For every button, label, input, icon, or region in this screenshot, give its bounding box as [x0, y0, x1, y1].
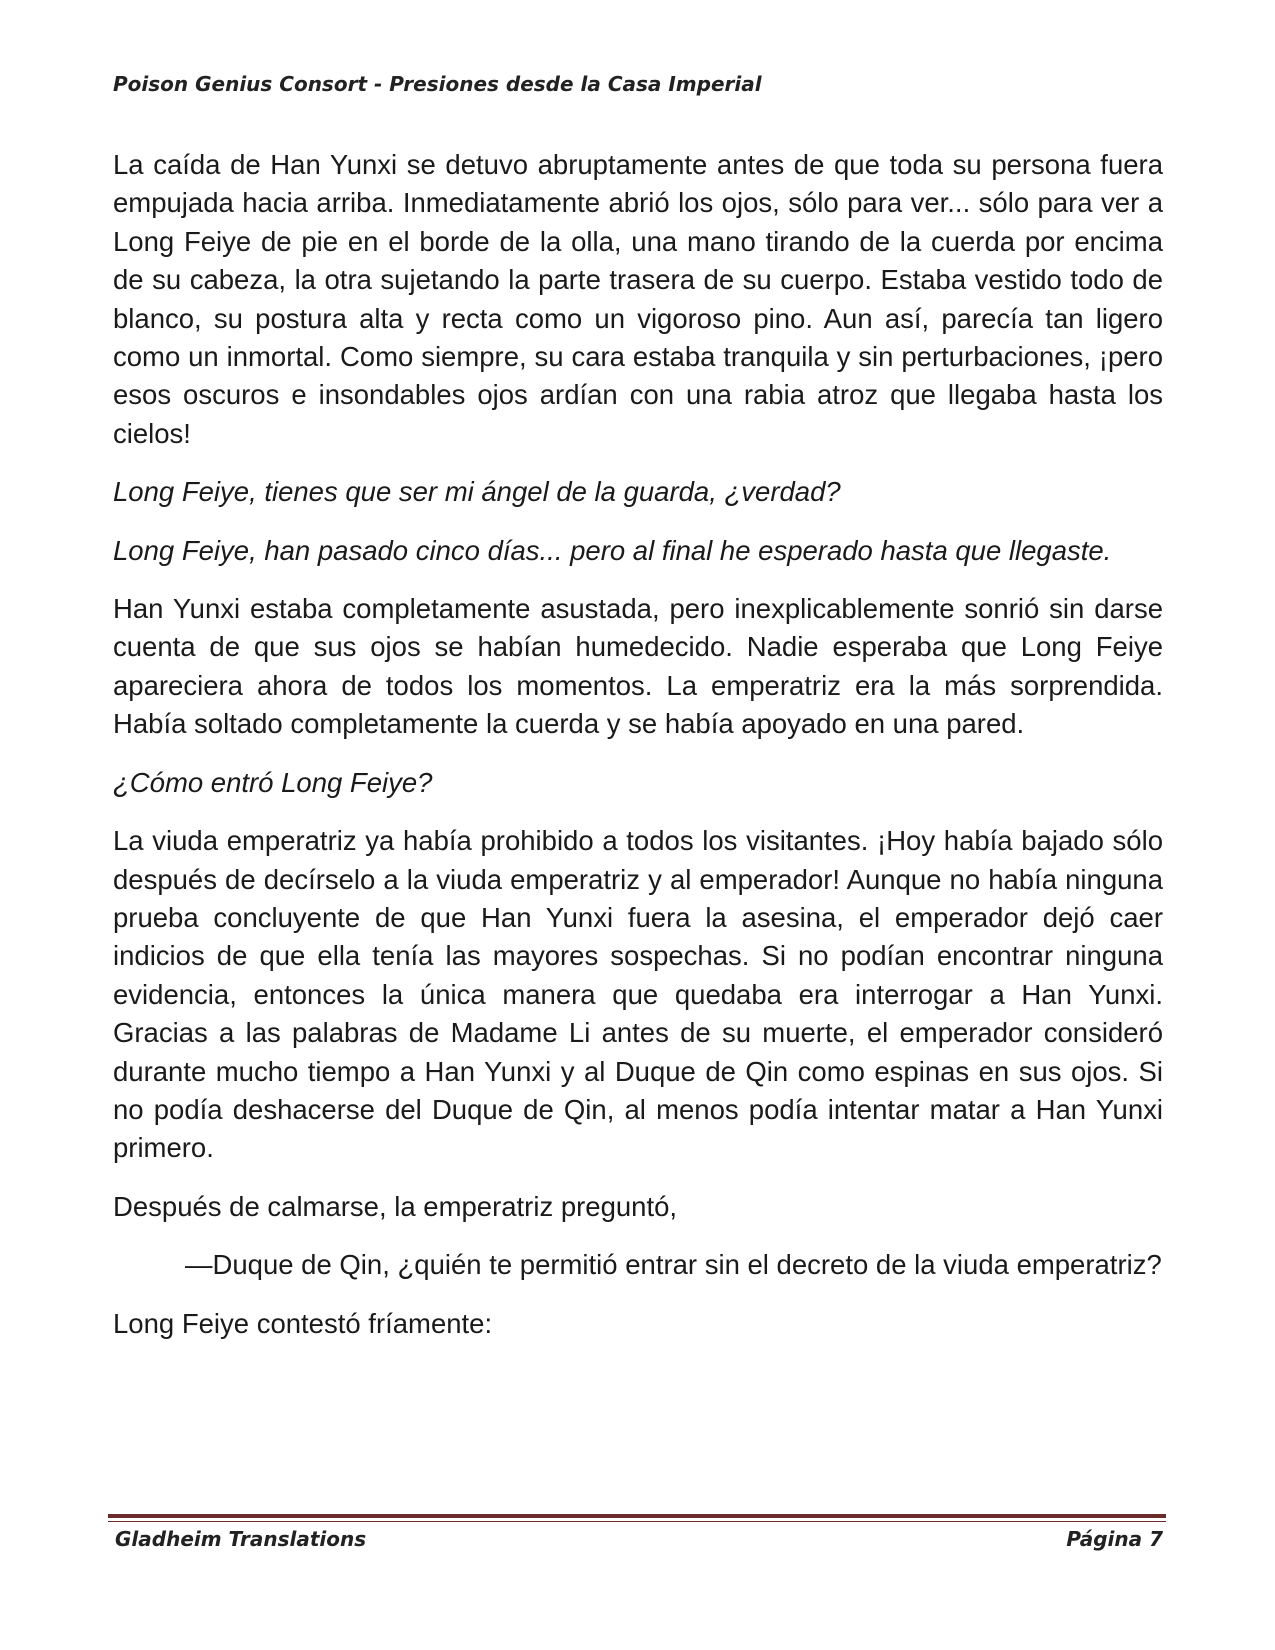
footer-divider-thick [108, 1514, 1166, 1518]
footer-divider-thin [108, 1521, 1166, 1522]
paragraph: La viuda emperatriz ya había prohibido a todos los visitantes. ¡Hoy había bajado sólo después de decírselo a la viuda emperatriz y al emperador! Aunque no había ninguna prueba concluyente de que Han Yunxi fuera la asesina, el emperador dejó caer indicios de que ella tenía las mayores sospechas. Si no podían encontrar ninguna evidencia, entonces la única manera que quedaba era interrogar a Han Yunxi. Gracias a las palabras de Madame Li antes de su muerte, el emperador consideró durante mucho tiempo a Han Yunxi y al Duque de Qin como espinas en sus ojos. Si no podía deshacerse del Duque de Qin, al menos podía intentar matar a Han Yunxi primero. [113, 825, 1163, 1164]
paragraph: Long Feiye contestó fríamente: [113, 1307, 493, 1339]
body-text [113, 146, 1163, 1363]
footer-translator: Gladheim Translations [115, 1527, 367, 1551]
paragraph: La caída de Han Yunxi se detuvo abruptamente antes de que toda su persona fuera empujada hacia arriba. Inmediatamente abrió los ojos, sólo para ver... sólo para ver a Long Feiye de pie en el borde de la olla, una mano tirando de la cuerda por encima de su cabeza, la otra sujetando la parte trasera de su cuerpo. Estaba vestido todo de blanco, su postura alta y recta como un vigoroso pino. Aun así, parecía tan ligero como un inmortal. Como siempre, su cara estaba tranquila y sin perturbaciones, ¡pero esos oscuros e insondables ojos ardían con una rabia atroz que llegaba hasta los cielos! [113, 149, 1163, 449]
paragraph: Han Yunxi estaba completamente asustada, pero inexplicablemente sonrió sin darse cuenta de que sus ojos se habían humedecido. Nadie esperaba que Long Feiye apareciera ahora de todos los momentos. La emperatriz era la más sorprendida. Había soltado completamente la cuerda y se había apoyado en una pared. [113, 593, 1163, 740]
page-number: Página 7 [1066, 1527, 1163, 1551]
paragraph: Después de calmarse, la emperatriz preguntó, [113, 1190, 678, 1222]
dialogue-line: —Duque de Qin, ¿quién te permitió entrar sin el decreto de la viuda emperatriz? [185, 1249, 1162, 1281]
italic-thought: ¿Cómo entró Long Feiye? [113, 766, 433, 798]
page-header: Poison Genius Consort - Presiones desde la Casa Imperial [113, 72, 762, 96]
italic-thought: Long Feiye, tienes que ser mi ángel de la guarda, ¿verdad? [113, 476, 841, 508]
italic-thought: Long Feiye, han pasado cinco días... pero al final he esperado hasta que llegaste. [113, 534, 1112, 566]
